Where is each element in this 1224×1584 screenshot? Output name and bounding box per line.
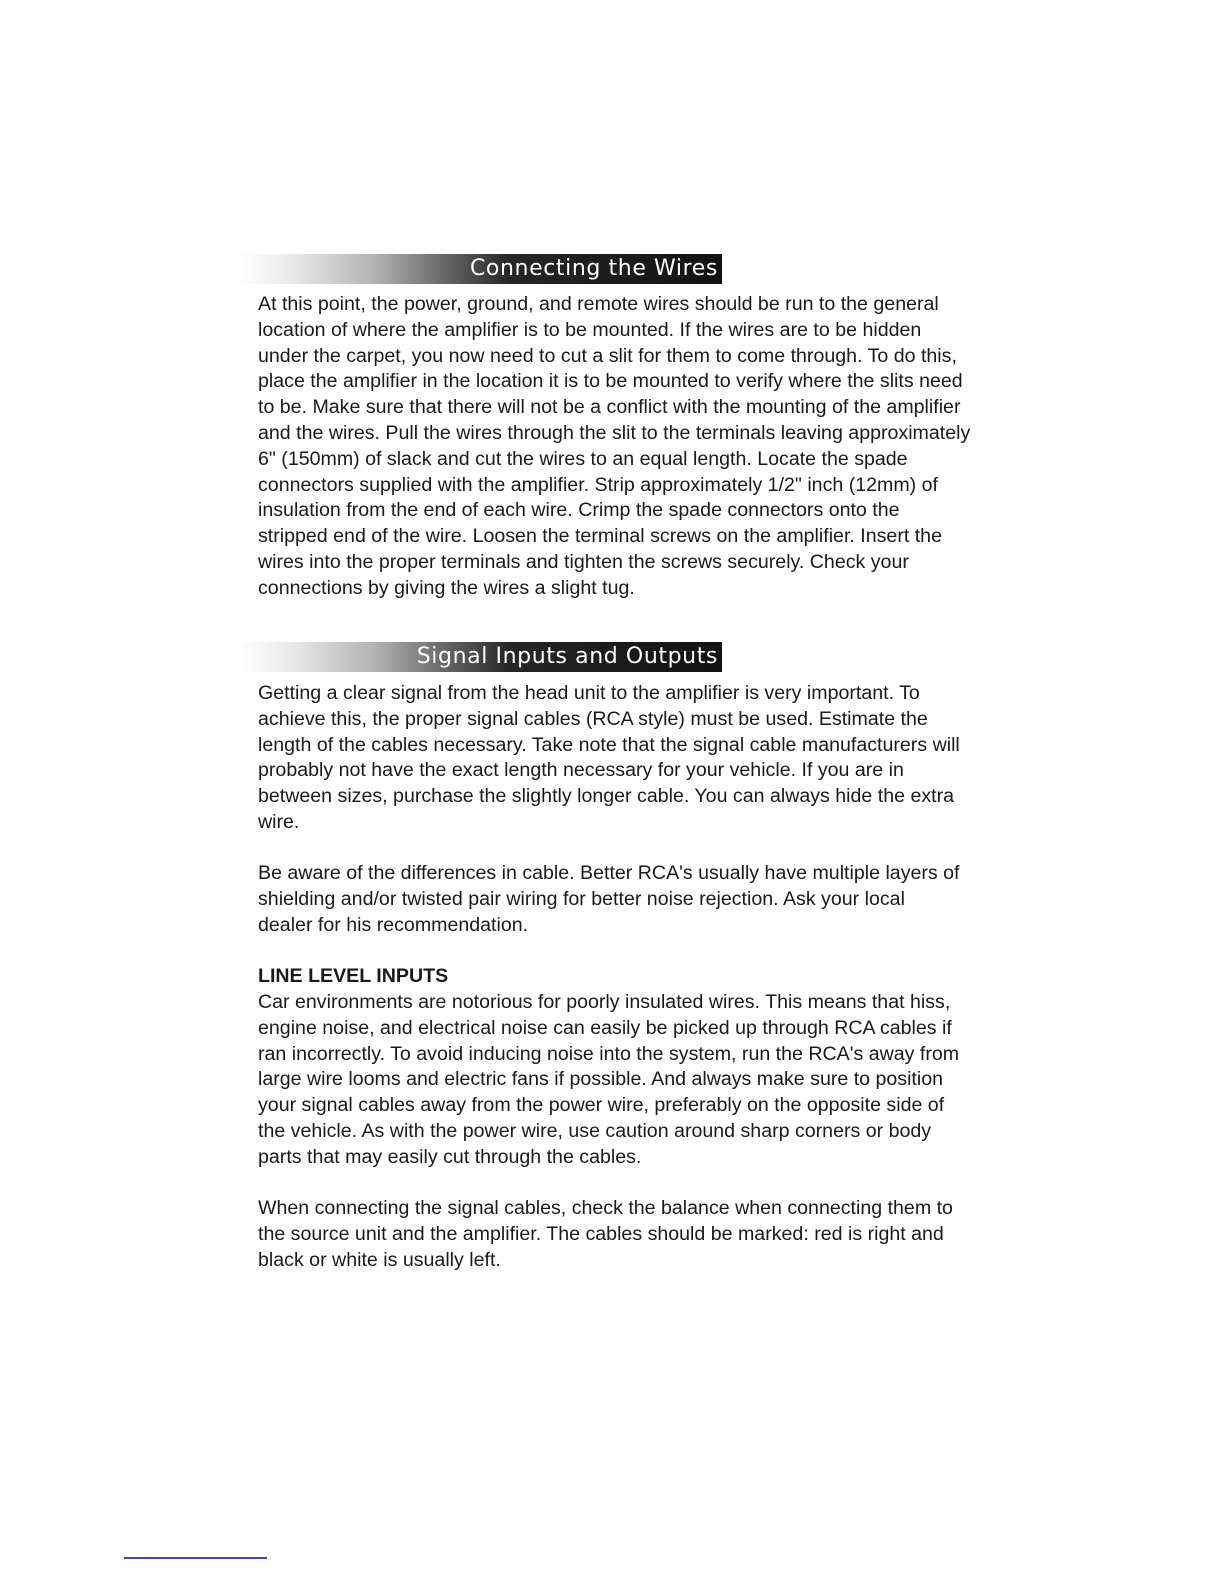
text-line: parts that may easily cut through the cables. [258, 1145, 642, 1168]
line-level-inputs-heading: LINE LEVEL INPUTS [258, 965, 449, 987]
text-line: shielding and/or twisted pair wiring for better noise rejection. Ask your local [258, 887, 905, 910]
text-line: engine noise, and electrical noise can easily be picked up through RCA cables if [258, 1016, 952, 1039]
text-line: large wire looms and electric fans if possible. And always make sure to position [258, 1068, 944, 1091]
section-title-connecting: Connecting the Wires [469, 256, 718, 281]
text-line: your signal cables away from the power wire, preferably on the opposite side of [258, 1094, 945, 1117]
text-line: ran incorrectly. To avoid inducing noise into the system, run the RCA's away from [258, 1042, 960, 1065]
text-line: location of where the amplifier is to be mounted. If the wires are to be hidden [258, 318, 922, 341]
text-line: the vehicle. As with the power wire, use caution around sharp corners or body [258, 1119, 932, 1142]
text-line: under the carpet, you now need to cut a slit for them to come through. To do this, [258, 344, 957, 367]
text-line: When connecting the signal cables, check the balance when connecting them to [258, 1197, 953, 1219]
text-line: the source unit and the amplifier. The cables should be marked: red is right and [258, 1222, 944, 1245]
text-line: achieve this, the proper signal cables (RCA style) must be used. Estimate the [258, 707, 928, 730]
section-title-signal: Signal Inputs and Outputs [416, 644, 718, 669]
text-line: connections by giving the wires a slight tug. [258, 576, 635, 599]
connecting-paragraph [258, 292, 1078, 602]
signal-paragraph-1 [258, 681, 1078, 836]
text-line: Getting a clear signal from the head unit to the amplifier is very important. To [258, 682, 920, 704]
text-line: wire. [258, 810, 300, 833]
footnote-divider [124, 1557, 267, 1559]
signal-paragraph-4 [258, 1196, 1078, 1273]
text-line: Be aware of the differences in cable. Better RCA's usually have multiple layers of [258, 862, 960, 884]
text-line: between sizes, purchase the slightly longer cable. You can always hide the extra [258, 785, 955, 808]
text-line: black or white is usually left. [258, 1248, 501, 1271]
signal-paragraph-2 [258, 861, 1078, 938]
text-line: place the amplifier in the location it is to be mounted to verify where the slits need [258, 370, 963, 393]
text-line: 6" (150mm) of slack and cut the wires to an equal length. Locate the spade [258, 447, 908, 470]
text-line: probably not have the exact length necessary for your vehicle. If you are in [258, 759, 904, 782]
text-line: stripped end of the wire. Loosen the terminal screws on the amplifier. Insert the [258, 525, 942, 548]
text-line: dealer for his recommendation. [258, 913, 529, 936]
text-line: wires into the proper terminals and tighten the screws securely. Check your [258, 550, 909, 573]
text-line: connectors supplied with the amplifier. Strip approximately 1/2" inch (12mm) of [258, 473, 938, 496]
section-header-signal [238, 642, 722, 672]
section-header-connecting [238, 254, 722, 284]
text-line: and the wires. Pull the wires through the slit to the terminals leaving approximately [258, 421, 971, 444]
text-line: insulation from the end of each wire. Crimp the spade connectors onto the [258, 499, 900, 522]
text-line: Car environments are notorious for poorly insulated wires. This means that hiss, [258, 991, 951, 1013]
text-line: At this point, the power, ground, and remote wires should be run to the general [258, 293, 939, 315]
text-line: to be. Make sure that there will not be a conflict with the mounting of the amplifier [258, 396, 961, 419]
text-line: length of the cables necessary. Take note that the signal cable manufacturers will [258, 733, 960, 756]
signal-paragraph-3 [258, 990, 1078, 1171]
